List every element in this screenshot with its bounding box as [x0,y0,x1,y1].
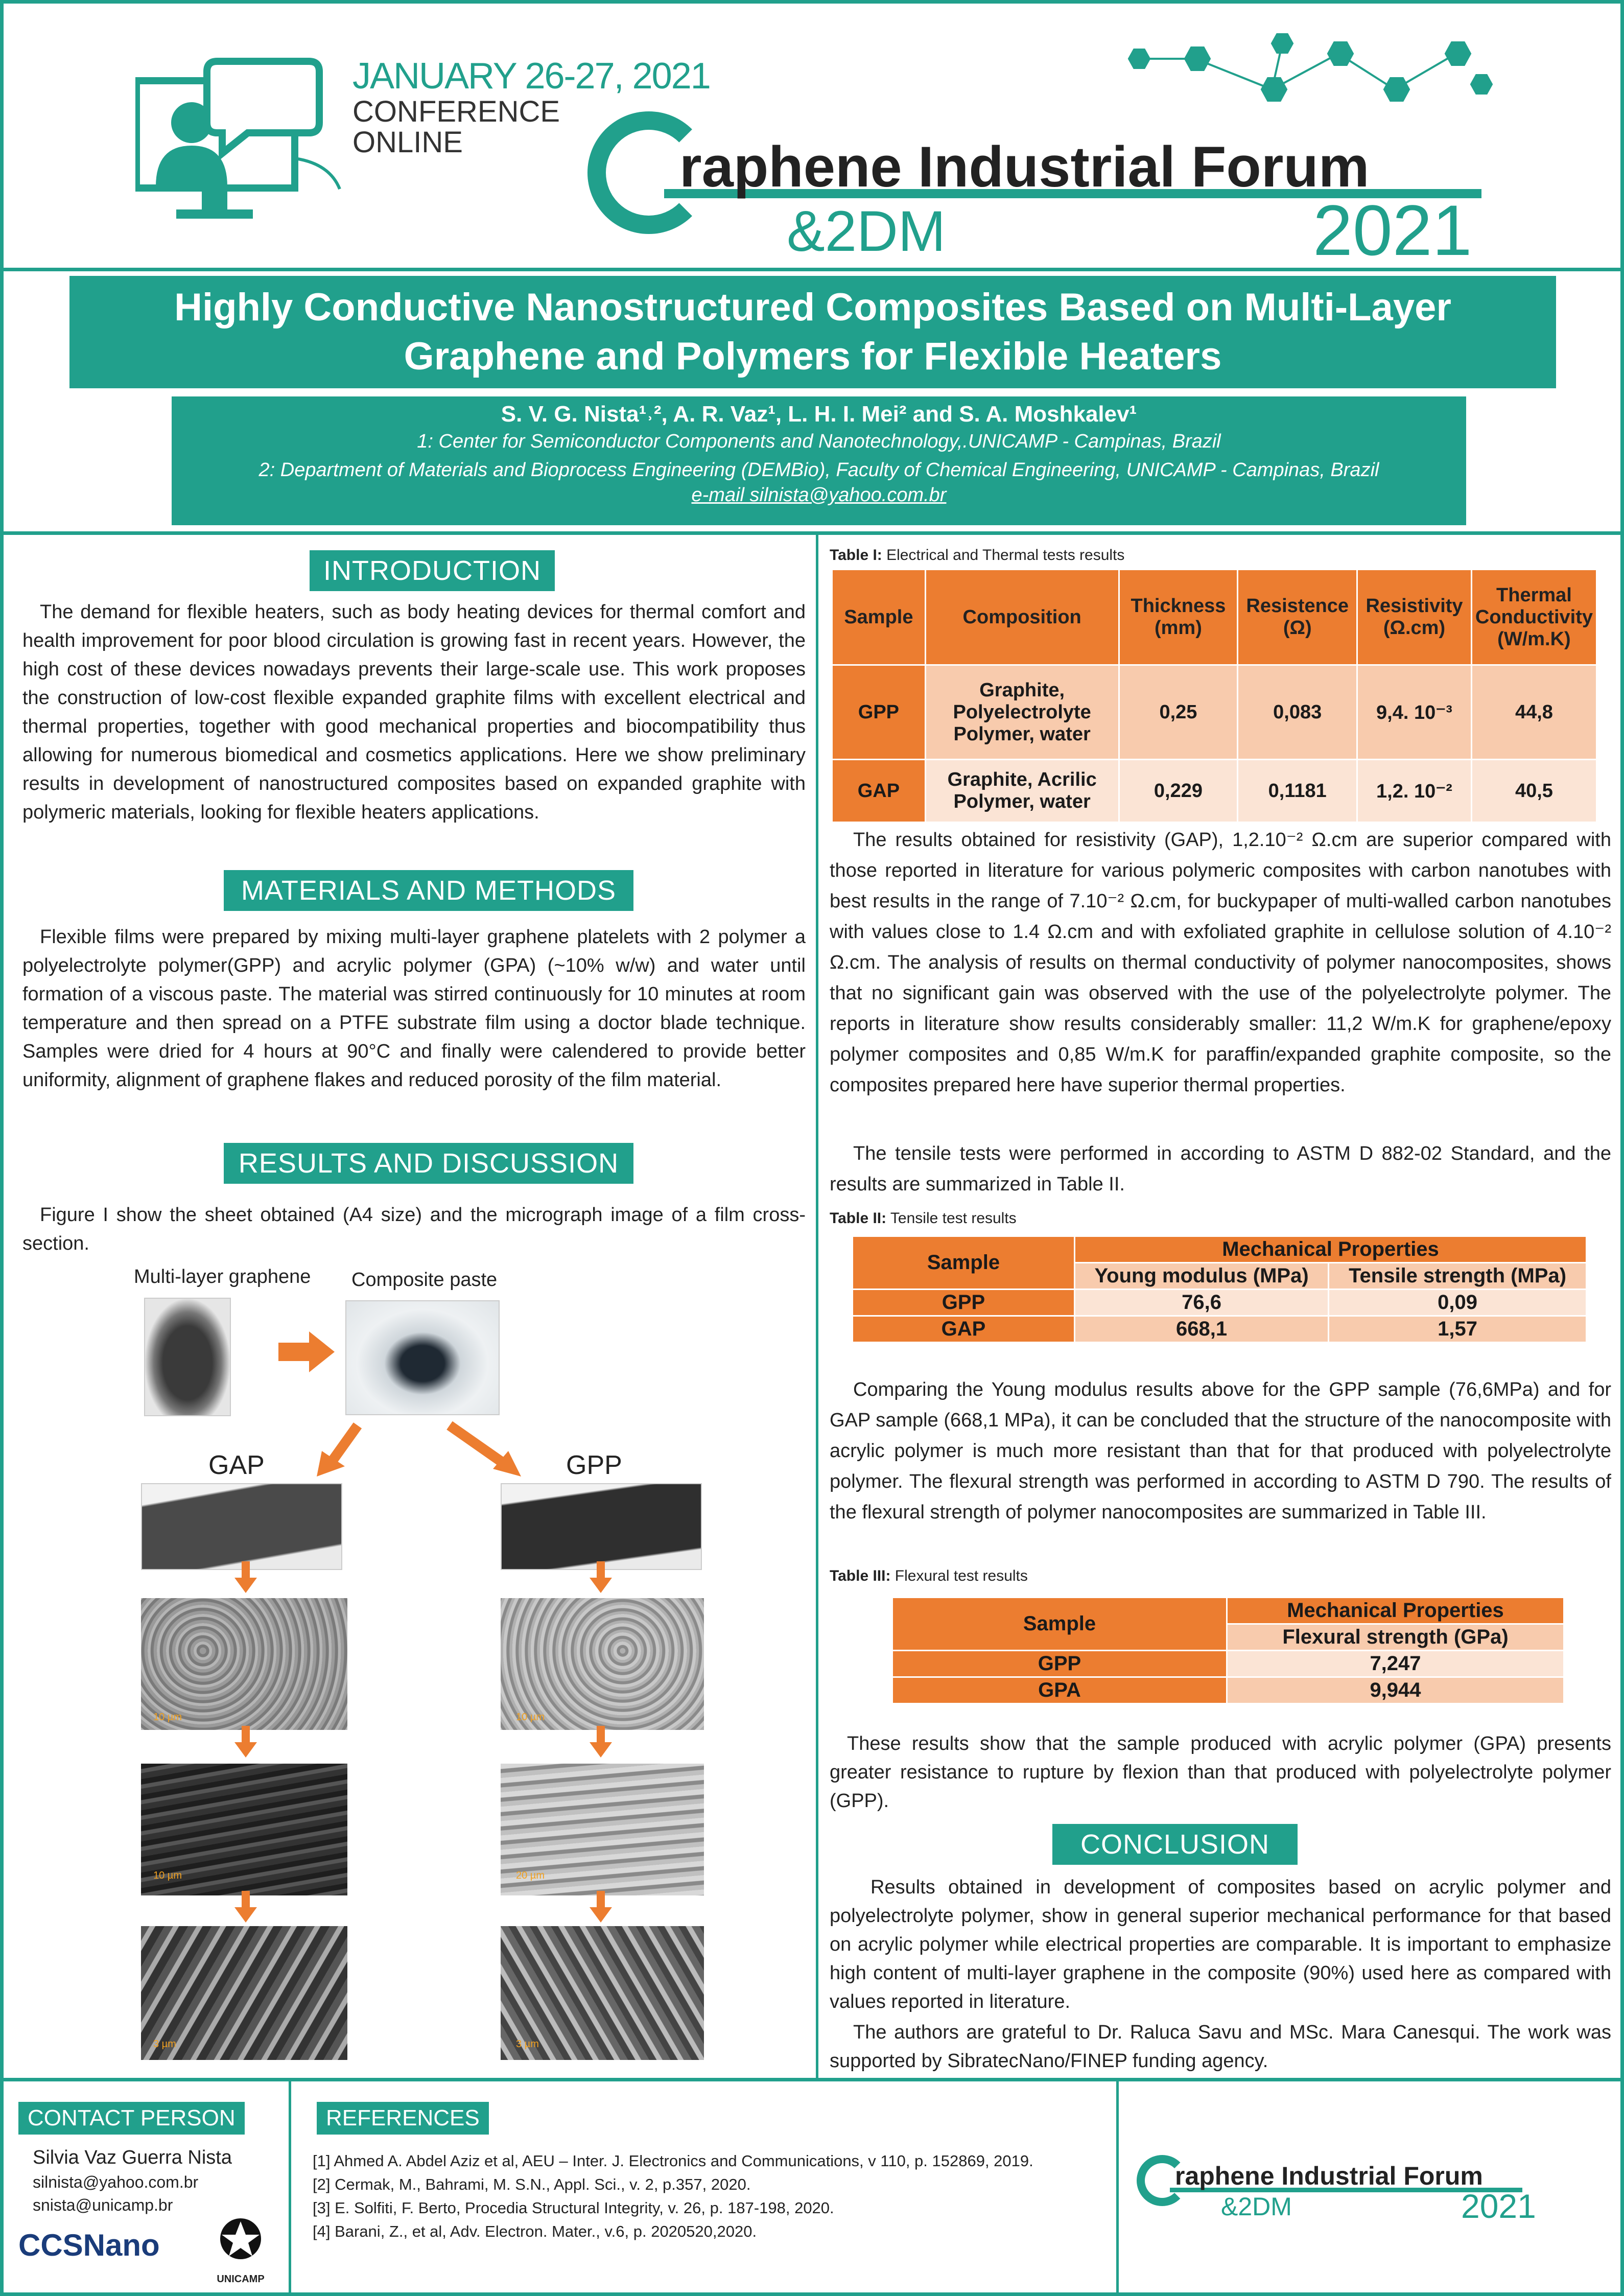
table1-caption [830,547,1124,564]
label-composite-paste: Composite paste [351,1269,498,1291]
table-cell: GAP [853,1316,1075,1343]
table-cell: GAP [832,760,926,823]
right-arrow-icon [278,1331,335,1372]
introduction-text: The demand for flexible heaters, such as body heating devices for thermal comfort and health improvement for poor blood circulation is growing fast in recent years. However, the high cost of these devices nowadays prevents their large-scale use. This work proposes the construction of low-cost flexible expanded graphite films with excellent electrical and thermal properties, together with good mechanical properties and biocompatibility thus allowing for numerous biomedical and cosmetics applications. Here we show preliminary results in development of nanostructured composites based on expanded graphite with polymeric materials, looking for flexible heaters applications. [22,601,806,823]
introduction-heading: INTRODUCTION [310,550,555,591]
footer-divider [0,2078,1624,2081]
table-header-row [892,1598,1564,1624]
column-divider [816,535,818,2078]
conference-line2: ONLINE [352,126,463,159]
table-cell: 668,1 [1075,1316,1329,1343]
table-row [892,1677,1564,1704]
table-header: Resistivity (Ω.cm) [1357,570,1472,665]
table3-caption-text: Flexural test results [890,1567,1028,1584]
label-gap: GAP [208,1450,265,1480]
footer-col-divider-1 [289,2081,291,2296]
author-names: S. V. G. Nista¹˒², A. R. Vaz¹, L. H. I. Mei² and S. A. Moshkalev¹ [501,402,1137,427]
table2-caption [830,1210,1017,1227]
brand-title: raphene Industrial Forum [679,135,1370,199]
table-header: Sample [892,1598,1227,1651]
table-cell: 1,57 [1329,1316,1587,1343]
table-row [853,1316,1587,1343]
flexural-test-table [891,1597,1565,1704]
table-cell: 44,8 [1471,665,1596,760]
table-header: Thickness (mm) [1119,570,1238,665]
brand-year: 2021 [1313,190,1472,270]
table1-caption-text: Electrical and Thermal tests results [882,547,1125,564]
unicamp-logo-text: UNICAMP [217,2274,265,2285]
footer-col-divider-2 [1116,2081,1119,2296]
table-cell: 9,944 [1227,1677,1564,1704]
online-conference-icon [135,56,360,230]
table-row [892,1651,1564,1677]
label-gpp: GPP [566,1450,622,1480]
brand-subtitle: &2DM [787,199,946,263]
table-cell: 7,247 [1227,1651,1564,1677]
table-cell: GPA [892,1677,1227,1704]
results-paragraph-4: These results show that the sample produced with acrylic polymer (GPA) presents greater resistance to rupture by flexion than that produced with polyelectrolyte polymer (GPP). [830,1733,1611,1812]
table-cell: 0,1181 [1238,760,1357,823]
reference-item: [4] Barani, Z., et al, Adv. Electron. Mater., v.6, p. 2020520,2020. [313,2222,757,2240]
table-row [853,1290,1587,1316]
gpp-sheet-photo [501,1483,702,1570]
footer-brand-year: 2021 [1461,2187,1536,2225]
results-paragraph-2: The tensile tests were performed in according to ASTM D 882-02 Standard, and the results are summarized in Table II. [830,1143,1611,1195]
authors-block [172,396,1466,525]
tensile-test-table [852,1235,1587,1343]
scale-bar-label: 10 µm [153,1870,182,1881]
table-header: Sample [832,570,926,665]
affiliation-2: 2: Department of Materials and Bioprocess Engineering (DEMBio), Faculty of Chemical Engineering, UNICAMP - Campinas, Brazil [258,459,1379,481]
conference-date: JANUARY 26-27, 2021 [352,56,710,97]
results-paragraph-1: The results obtained for resistivity (GAP), 1,2.10⁻² Ω.cm are superior compared with those reported in literature for various polymeric composites with carbon nanotubes with best results in the range of 7.10⁻² Ω.cm, for buckypaper of multi-walled carbon nanotubes with values close to 1.4 Ω.cm and with exfoliated graphite in cellulose solution of 4.10⁻² Ω.cm. The analysis of results on thermal conductivity of polymer nanocomposites, shows that no significant gain was observed with the use of the polyelectrolyte polymer. The reports in literature show results considerably smaller: 11,2 W/m.K for graphene/epoxy polymer composites and 0,85 W/m.K for paraffin/expanded graphite composite, so the composites prepared here have superior thermal properties. [830,829,1611,1096]
table-header-row [832,570,1597,665]
footer-brand-sub: &2DM [1221,2192,1292,2221]
down-arrow-icon [590,1907,612,1923]
table-cell: 0,229 [1119,760,1238,823]
table-cell: Graphite, Acrilic Polymer, water [925,760,1119,823]
scale-bar-label: 10 µm [516,1712,545,1723]
gap-surface-sem [141,1598,347,1730]
table-cell: 1,2. 10⁻² [1357,760,1472,823]
table-cell: GPP [853,1290,1075,1316]
methods-text: Flexible films were prepared by mixing multi-layer graphene platelets with 2 polymer a polyelectrolyte polymer(GPP) and acrylic polymer (GPA) (~10% w/w) and water until formation of a viscous paste. The material was stirred continuously for 10 minutes at room temperature and then spread on a PTFE substrate film using a doctor blade technique. Samples were dried for 4 hours at 90°C and finally were calendered to provide better uniformity, alignment of graphene flakes and reduced porosity of the film material. [22,926,806,1091]
table2-caption-text: Tensile test results [886,1210,1017,1227]
down-arrow-icon [234,1578,257,1593]
graphene-powder-photo [144,1298,231,1416]
table-cell: 76,6 [1075,1290,1329,1316]
affiliation-1: 1: Center for Semiconductor Components and Nanotechnology,.UNICAMP - Campinas, Brazil [417,431,1221,452]
poster-title [69,276,1556,388]
down-arrow-icon [234,1742,257,1758]
table1-caption-label: Table I: [830,547,882,564]
contact-heading: CONTACT PERSON [18,2102,245,2135]
table3-caption-label: Table III: [830,1567,891,1584]
footer-brand-title: raphene Industrial Forum [1175,2162,1483,2190]
split-arrows-icon [317,1415,526,1477]
unicamp-logo [213,2214,269,2270]
table-header: Sample [853,1236,1075,1290]
down-arrow-icon [590,1742,612,1758]
label-multilayer-graphene: Multi-layer graphene [134,1266,311,1287]
acknowledgement-text: The authors are grateful to Dr. Raluca Savu and MSc. Mara Canesqui. The work was supported by SibratecNano/FINEP funding agency. [830,2022,1611,2072]
table-cell: 0,083 [1238,665,1357,760]
molecule-icon [1119,23,1507,125]
table-header: Thermal Conductivity (W/m.K) [1471,570,1596,665]
table-header: Resistence (Ω) [1238,570,1357,665]
ccsnano-logo: CCSNano [18,2228,160,2262]
title-line2: Graphene and Polymers for Flexible Heaters [404,335,1222,378]
conference-line1: CONFERENCE [352,95,560,128]
electrical-thermal-table [831,569,1597,823]
methods-heading: MATERIALS AND METHODS [224,870,633,911]
table-header: Young modulus (MPa) [1075,1263,1329,1290]
table-row [832,665,1597,760]
table-header: Mechanical Properties [1227,1598,1564,1624]
table-header-row [853,1236,1587,1263]
title-line1: Highly Conductive Nanostructured Composites Based on Multi-Layer [174,286,1451,329]
gpp-surface-sem [501,1598,704,1730]
table3-caption [830,1567,1028,1585]
results-paragraph-3: Comparing the Young modulus results above for the GPP sample (76,6MPa) and for GAP sample (668,1 MPa), it can be concluded that the structure of the nanocomposite with acrylic polymer is much more resistant than that for that produced with polyelectrolyte polymer. The flexural strength was performed in according to ASTM D 790. The results of the flexural strength of polymer nanocomposites are summarized in Table III. [830,1379,1611,1523]
reference-item: [3] E. Solfiti, F. Berto, Procedia Structural Integrity, v. 26, p. 187-198, 2020. [313,2199,834,2217]
composite-paste-photo [345,1300,500,1415]
down-arrow-icon [590,1578,612,1593]
references-heading: REFERENCES [317,2102,489,2135]
table-cell: Graphite, Polyelectrolyte Polymer, water [925,665,1119,760]
scale-bar-label: 20 µm [516,1870,545,1881]
table-cell: 9,4. 10⁻³ [1357,665,1472,760]
poster-header [0,0,1624,271]
contact-email-1[interactable]: silnista@yahoo.com.br [33,2173,199,2191]
scale-bar-label: 3 µm [516,2039,539,2050]
conclusion-heading: CONCLUSION [1052,1824,1298,1865]
reference-item: [1] Ahmed A. Abdel Aziz et al, AEU – Inter. J. Electronics and Communications, v 110, p. 152869, 2019. [313,2152,1033,2170]
contact-email-2[interactable]: snista@unicamp.br [33,2196,173,2214]
table-header: Composition [925,570,1119,665]
table-cell: GPP [832,665,926,760]
scale-bar-label: 10 µm [153,1712,182,1723]
table-header: Mechanical Properties [1075,1236,1587,1263]
results-heading: RESULTS AND DISCUSSION [224,1143,633,1184]
table-cell: GPP [892,1651,1227,1677]
gap-sheet-photo [141,1483,342,1570]
table-cell: 0,09 [1329,1290,1587,1316]
results-text: Figure I show the sheet obtained (A4 size) and the micrograph image of a film cross-section. [22,1204,806,1254]
conclusion-text: Results obtained in development of composites based on acrylic polymer and polyelectrolyte polymer, show in general superior mechanical performance for that based on acrylic polymer while electrical properties are comparable. It is important to emphasize high content of multi-layer graphene in the composite (90%) used here as compared with values reported in literature. [830,1877,1611,2012]
table-row [832,760,1597,823]
contact-name: Silvia Vaz Guerra Nista [33,2147,232,2168]
author-email-link[interactable]: e-mail silnista@yahoo.com.br [691,484,947,506]
table-cell: 0,25 [1119,665,1238,760]
title-divider [0,531,1624,535]
down-arrow-icon [234,1907,257,1923]
table-header: Flexural strength (GPa) [1227,1624,1564,1651]
scale-bar-label: 3 µm [153,2039,176,2050]
reference-item: [2] Cermak, M., Bahrami, M. S.N., Appl. Sci., v. 2, p.357, 2020. [313,2175,751,2193]
table-cell: 40,5 [1471,760,1596,823]
table2-caption-label: Table II: [830,1210,887,1227]
table-header: Tensile strength (MPa) [1329,1263,1587,1290]
